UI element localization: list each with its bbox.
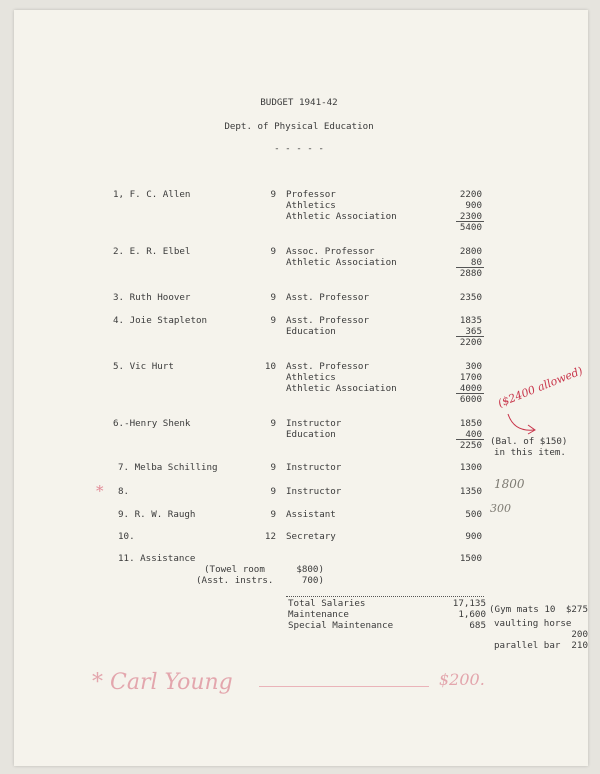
entry-line-label: Asst. Professor <box>286 361 369 372</box>
entry-line-amount: 1350 <box>459 486 482 497</box>
entry-line-amount: 1500 <box>459 553 482 564</box>
entry-line-amount: 80 <box>470 257 482 268</box>
entry-name: 6.-Henry Shenk <box>113 418 191 429</box>
faint-handwritten-note: * Carl Young <box>92 670 233 695</box>
entry-line-amount: 900 <box>465 200 482 211</box>
entry-name: 10. <box>118 531 135 542</box>
totals-rule <box>286 596 484 597</box>
pencil-note-1800: 1800 <box>494 477 525 491</box>
entry-months: 9 <box>270 486 276 497</box>
entry-total: 2200 <box>459 337 482 348</box>
handwritten-star-mark: * <box>96 482 104 500</box>
equipment-label: parallel bar <box>494 640 561 651</box>
entry-line-label: Secretary <box>286 531 336 542</box>
entry-line-label: Assoc. Professor <box>286 246 375 257</box>
entry-name: 9. R. W. Raugh <box>118 509 196 520</box>
entry-months: 12 <box>264 531 276 542</box>
entry-name: 4. Joie Stapleton <box>113 315 208 326</box>
entry-line-label: Professor <box>286 189 336 200</box>
entry-months: 10 <box>264 361 276 372</box>
equipment-label: (Gym mats 10 <box>489 604 556 615</box>
entry-line-amount: 2200 <box>459 189 482 200</box>
handwritten-arrow-icon <box>504 410 544 440</box>
entry-name: 11. Assistance <box>118 553 196 564</box>
entry-line-amount: 1850 <box>459 418 482 429</box>
entry-line-label: Athletic Association <box>286 211 397 222</box>
entry-line-amount: 1835 <box>459 315 482 326</box>
entry-line-label: Assistant <box>286 509 336 520</box>
entry-name: 5. Vic Hurt <box>113 361 174 372</box>
entry-months: 9 <box>270 292 276 303</box>
total-amount: 685 <box>469 620 486 631</box>
entry-line-amount: 2350 <box>459 292 482 303</box>
entry-months: 9 <box>270 462 276 473</box>
entry-line-amount: 2300 <box>459 211 482 222</box>
equipment-amount: 210 <box>571 640 588 651</box>
entry-line-amount: 4000 <box>459 383 482 394</box>
balance-note-line: (Bal. of $150) <box>490 436 568 447</box>
entry-name: 3. Ruth Hoover <box>113 292 191 303</box>
entry-line-amount: 900 <box>465 531 482 542</box>
total-label: Special Maintenance <box>288 620 394 631</box>
balance-note-line: in this item. <box>494 447 566 458</box>
entry-line-label: Athletic Association <box>286 257 397 268</box>
entry-line-label: Athletics <box>286 372 336 383</box>
entry-months: 9 <box>270 189 276 200</box>
entry-name: 1, F. C. Allen <box>113 189 191 200</box>
total-amount: 1,600 <box>458 609 486 620</box>
total-label: Maintenance <box>288 609 349 620</box>
entry-line-label: Instructor <box>286 462 342 473</box>
entry-line-label: Education <box>286 429 336 440</box>
entry-line-label: Athletic Association <box>286 383 397 394</box>
entry-total: 2880 <box>459 268 482 279</box>
entry-line-label: Instructor <box>286 486 342 497</box>
pencil-note-300: 300 <box>490 502 511 515</box>
document-page <box>14 10 588 766</box>
department-name: Dept. of Physical Education <box>224 121 374 132</box>
assistance-sub-label: (Towel room <box>204 564 265 575</box>
faint-handwritten-line <box>259 686 429 687</box>
total-amount: 17,135 <box>452 598 486 609</box>
entry-name: 7. Melba Schilling <box>118 462 218 473</box>
entry-total: 2250 <box>459 440 482 451</box>
header-separator: - - - - - <box>274 143 324 154</box>
total-label: Total Salaries <box>288 598 366 609</box>
entry-name: 8. <box>118 486 130 497</box>
equipment-label: vaulting horse <box>494 618 572 629</box>
entry-line-amount: 1300 <box>459 462 482 473</box>
equipment-amount: $275 <box>565 604 588 615</box>
equipment-amount: 200 <box>571 629 588 640</box>
entry-line-amount: 500 <box>465 509 482 520</box>
entry-line-amount: 400 <box>465 429 482 440</box>
entry-months: 9 <box>270 246 276 257</box>
entry-line-amount: 300 <box>465 361 482 372</box>
entry-months: 9 <box>270 315 276 326</box>
handwritten-allowed-note: ($2400 allowed) <box>496 364 585 411</box>
entry-line-amount: 365 <box>465 326 482 337</box>
entry-name: 2. E. R. Elbel <box>113 246 191 257</box>
assistance-sub-label: (Asst. instrs. <box>196 575 274 586</box>
entry-line-label: Asst. Professor <box>286 315 369 326</box>
assistance-sub-amount: 700) <box>301 575 324 586</box>
entry-months: 9 <box>270 509 276 520</box>
assistance-sub-amount: $800) <box>296 564 324 575</box>
entry-line-label: Athletics <box>286 200 336 211</box>
entry-line-label: Asst. Professor <box>286 292 369 303</box>
entry-total: 6000 <box>459 394 482 405</box>
faint-handwritten-amount: $200. <box>439 670 485 689</box>
document-title: BUDGET 1941-42 <box>260 97 338 108</box>
entry-months: 9 <box>270 418 276 429</box>
entry-total: 5400 <box>459 222 482 233</box>
entry-line-label: Instructor <box>286 418 342 429</box>
entry-line-amount: 1700 <box>459 372 482 383</box>
entry-line-amount: 2800 <box>459 246 482 257</box>
entry-line-label: Education <box>286 326 336 337</box>
